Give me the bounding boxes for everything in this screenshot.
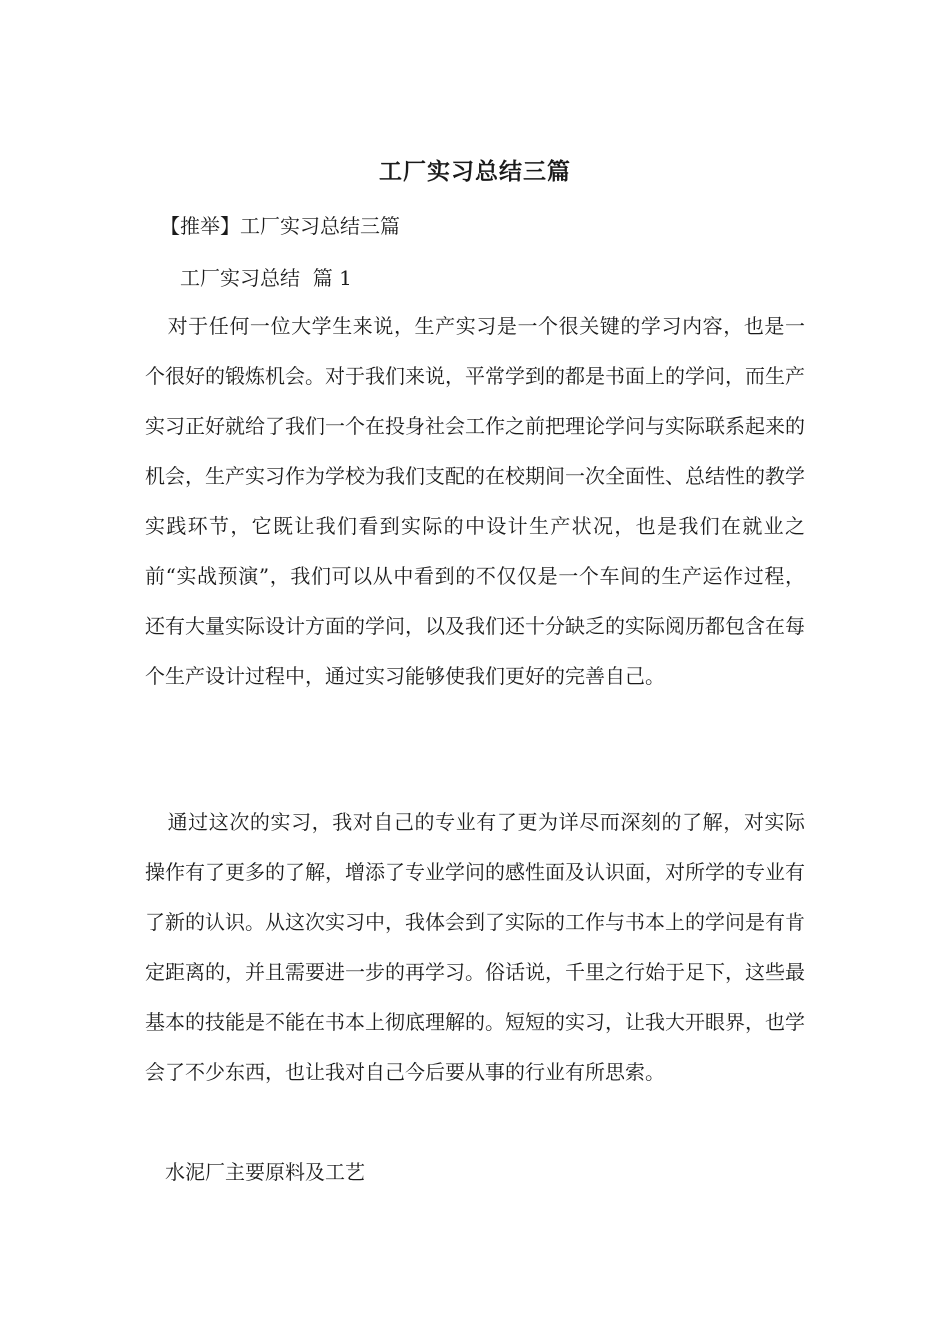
paragraph-1 — [145, 301, 805, 701]
section-heading: 工厂实习总结 篇 1 — [180, 266, 352, 290]
paragraph-2-text: 通过这次的实习，我对自己的专业有了更为详尽而深刻的了解，对实际操作有了更多的了解，增添了专业学问的感性面及认识面，对所学的专业有了新的认识。从这次实习中，我体会到了实际的工作与书本上的学问是有肯定距离的，并且需要进一步的再学习。俗话说，千里之行始于足下，这些最基本的技能是不能在书本上彻底理解的。短短的实习，让我大开眼界，也学会了不少东西，也让我对自己今后要从事的行业有所思索。 — [145, 810, 805, 1084]
subheading: 水泥厂主要原料及工艺 — [165, 1160, 365, 1184]
document-title: 工厂实习总结三篇 — [379, 158, 571, 185]
recommend-line: 【推举】工厂实习总结三篇 — [160, 214, 400, 238]
paragraph-2 — [145, 797, 805, 1097]
paragraph-1-text: 对于任何一位大学生来说，生产实习是一个很关键的学习内容，也是一个很好的锻炼机会。对于我们来说，平常学到的都是书面上的学问，而生产实习正好就给了我们一个在投身社会工作之前把理论学问与实际联系起来的机会，生产实习作为学校为我们支配的在校期间一次全面性、总结性的教学实践环节，它既让我们看到实际的中设计生产状况，也是我们在就业之前“实战预演”，我们可以从中看到的不仅仅是一个车间的生产运作过程，还有大量实际设计方面的学问，以及我们还十分缺乏的实际阅历都包含在每个生产设计过程中，通过实习能够使我们更好的完善自己。 — [145, 314, 805, 688]
